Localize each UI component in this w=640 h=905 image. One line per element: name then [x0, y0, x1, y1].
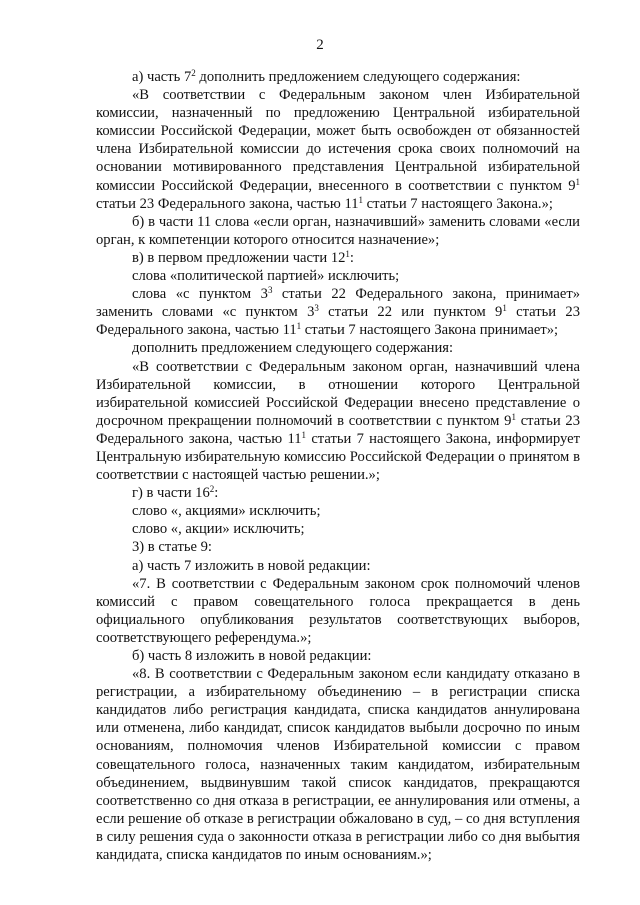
text-run: статьи 7 настоящего Закона принимает»;: [301, 322, 559, 339]
text-run: статьи 22 Федерального закона, принимает» заменить словами «с пунктом 3: [96, 286, 580, 321]
paragraph: [96, 213, 580, 249]
superscript: 3: [267, 285, 273, 296]
superscript: 3: [314, 303, 319, 314]
superscript: 2: [209, 484, 215, 495]
text-run: а) часть 7 изложить в новой редакции:: [132, 557, 371, 574]
paragraph: [96, 358, 580, 485]
text-run: а) часть 7: [132, 69, 192, 85]
paragraph: [96, 267, 580, 285]
text-run: дополнить предложением следующего содержания:: [132, 340, 454, 357]
paragraph: [96, 575, 580, 647]
superscript: 1: [296, 321, 302, 332]
superscript: 2: [191, 68, 196, 78]
paragraph: [96, 86, 580, 213]
paragraph: [96, 520, 580, 538]
text-run: «В соответствии с Федеральным законом орган, назначивший члена Избирательной комиссии, в отношении которого Центральной избирательной комиссией Российской Федерации внесено представление о досрочном прекращении полномочий в соответствии с пунктом 9: [96, 358, 580, 429]
text-run: :: [214, 485, 219, 502]
text-run: в) в первом предложении части 12: [132, 249, 346, 266]
text-run: статьи 23 Федерального закона, частью 11: [96, 304, 580, 339]
paragraph: [96, 285, 580, 339]
text-run: статьи 23 Федерального закона, частью 11: [96, 412, 580, 447]
superscript: 1: [358, 194, 364, 205]
paragraph: [96, 68, 580, 86]
text-run: 3) в статье 9:: [132, 539, 212, 556]
text-run: «8. В соответствии с Федеральным законом если кандидату отказано в регистрации, а избирательному объединению – в регистрации списка кандидатов либо регистрация кандидата, списка кандидатов аннулирована или отменена, либо кандидат, список кандидатов выбыли досрочно по иным основаниям, полномочия членов Избирательной комиссии с правом совещательного голоса, назначенных таким кандидатом, избирательным объединением, выдвинувшим такой список кандидатов, прекращаются соответственно со дня отказа в регистрации, ее аннулирования или отмены, а если решение об отказе в регистрации обжаловано в суд, – со дня вступления в силу решения суда о законности отказа в регистрации либо со дня выбытия кандидата, списка кандидатов по иным основаниям.»;: [96, 666, 580, 864]
text-run: статьи 7 настоящего Закона, информирует Центральную избирательную комиссию Российской Федерации о принятом в соответствии с настоящей частью решении.»;: [96, 430, 580, 484]
text-run: г) в части 16: [132, 485, 210, 502]
text-run: слова «с пунктом 3: [132, 286, 268, 303]
document-body: [96, 68, 580, 864]
text-run: дополнить предложением следующего содержания:: [195, 69, 521, 85]
text-run: статьи 23 Федерального закона, частью 11: [96, 195, 359, 212]
text-run: статьи 7 настоящего Закона.»;: [363, 195, 553, 212]
text-run: слово «, акции» исключить;: [132, 521, 305, 538]
text-run: слова «политической партией» исключить;: [132, 268, 400, 285]
text-run: статьи 22 или пунктом 9: [318, 304, 503, 321]
paragraph: [96, 502, 580, 520]
paragraph: [96, 339, 580, 357]
text-run: б) часть 8 изложить в новой редакции:: [132, 648, 372, 664]
text-run: «7. В соответствии с Федеральным законом срок полномочий членов комиссий с правом совещательного голоса прекращается в день официального опубликования результатов соответствующих выборов, соответствующего референдума.»;: [96, 575, 580, 646]
text-run: «В соответствии с Федеральным законом член Избирательной комиссии, назначенный по предложению Центральной избирательной комиссии Российской Федерации, может быть освобожден от обязанностей члена Избирательной комиссии до истечения срока своих полномочий на основании мотивированного представления Центральной избирательной комиссии Российской Федерации, внесенного в соответствии с пунктом 9: [96, 87, 580, 194]
paragraph: [96, 647, 580, 665]
superscript: 1: [511, 411, 516, 422]
superscript: 1: [345, 248, 350, 259]
superscript: 1: [575, 176, 580, 187]
paragraph: [96, 484, 580, 502]
paragraph: [96, 557, 580, 575]
text-run: :: [349, 249, 354, 266]
paragraph: [96, 538, 580, 556]
superscript: 1: [301, 429, 307, 440]
page-number: 2: [316, 37, 324, 53]
text-run: б) в части 11 слова «если орган, назначивший» заменить словами «если орган, к компетенции которого относится назначение»;: [96, 213, 580, 248]
paragraph: [96, 249, 580, 267]
paragraph: [96, 665, 580, 864]
superscript: 1: [502, 303, 507, 314]
text-run: слово «, акциями» исключить;: [132, 503, 321, 520]
